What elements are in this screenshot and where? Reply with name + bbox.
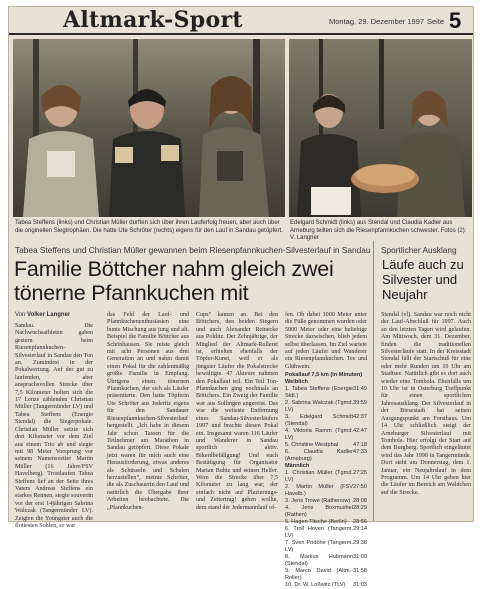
photo-caption-right: [290, 220, 472, 243]
result-row: [285, 505, 367, 519]
sidebar-headline: Läufe auch zu Silvester und Neujahr: [382, 257, 464, 302]
result-row: [285, 554, 367, 568]
newspaper-page: [8, 6, 474, 589]
article-column-4: [285, 312, 367, 589]
result-row: [285, 540, 367, 554]
byline: [15, 312, 70, 318]
article-column-1: [15, 323, 93, 529]
result-time: 28:08: [353, 498, 367, 505]
result-row: [285, 386, 367, 400]
sidebar-kicker: Sportlicher Ausklang: [381, 245, 457, 255]
result-time: 29:14: [353, 526, 367, 533]
page-number: 5: [449, 8, 462, 33]
page-header: [9, 7, 473, 35]
result-name: 2. Martin Müller (FSV Havelb.): [285, 484, 353, 498]
result-row: [285, 582, 367, 589]
result-name: 1. Tabea Steffens (Energie Stdl.): [285, 386, 353, 400]
photo-pfannkuchen: [289, 39, 472, 217]
result-name: 4. Viktoria Ramm (Tgmd. LV): [285, 428, 353, 442]
result-row: [285, 498, 367, 505]
article-headline: Familie Böttcher nahm gleich zwei tönerne Pfannkuchen mit: [14, 257, 334, 305]
result-name: 5. Christine Westphal: [285, 442, 339, 449]
result-row: [285, 428, 367, 442]
result-time: 31:09: [353, 554, 367, 561]
page-label: Seite: [427, 17, 445, 26]
result-time: 47:33: [353, 449, 367, 456]
issue-date: Montag, 29. Dezember 1997: [329, 17, 425, 26]
result-name: 5. Hagen Titsche (Berlin): [285, 519, 347, 526]
result-name: 10. Dr. W. Loßwitz (TLV): [285, 582, 346, 589]
result-row: [285, 484, 367, 498]
result-name: 3. Edelgard Schmidt (Stendal): [285, 414, 353, 428]
article-column-2: [107, 312, 189, 519]
result-name: 6. Troll Hoven (Tangerm. LV): [285, 526, 353, 540]
result-row: [285, 449, 367, 463]
sidebar-column: [381, 312, 471, 519]
byline-author: Volker Langner: [27, 312, 71, 318]
result-time: 31:49: [353, 386, 367, 393]
sidebar-text: Stendal (vl). Sandau war noch nicht der Lauf-Abschluß für 1997. Auch an den letzten Tagen wird gelaufen. Am Mittwoch, dem 31. Dezember, finden die traditionellen Silvesterläufe statt. In der Kreisstadt Stendal fällt der Startschuß für eine oder mehr Runden um 10 Uhr am Stadtsee. Natürlich gibt es dort auch wieder eine Tombola. Ebenfalls um 10 Uhr ist in Osterburg Treffpunkt für einen sportlichen Jahresausklang. Der Silvesterlauf in der Biesestadt hat seinen Ausgangspunkt am Forsthaus. Um 14 Uhr schließlich steigt der Arneburger Silvesterlauf mit Tombola. Hier erfolgt der Start auf dem Burgberg. Sportlich eingeläutet wird das Jahr 1998 in Tangermünde. Dort steht am Donnerstag, dem 1. Januar, ein Neujahrslauf in dem Programm. Um 14 Uhr geben hier die Läufer im Bereich am Waldchen auf die Strecke.: [381, 312, 471, 496]
result-row: [285, 414, 367, 428]
column-divider: [373, 241, 374, 521]
result-time: 47:18: [353, 442, 367, 449]
result-time: 42:47: [353, 428, 367, 435]
result-row: [285, 442, 367, 449]
photo-credit: Fotos (2): V. Langner: [290, 227, 467, 241]
result-row: [285, 470, 367, 484]
section-title: Altmark-Sport: [63, 7, 243, 33]
result-name: 8. Markus Hubmann (Stendal): [285, 554, 353, 568]
article-text: Sandau. Die Nachwuchsathleten gaben gestern beim Riesenpfannkuchen-Silvesterlauf in Sandau den Ton an. Zumindest in der Pokalwertung. Auf der gut zu laufenden, aber anspruchsvollen Strecke über 7,5 Kilometer holten sich die 17 Lenze zählenden Christian Müller (Tangermünder LV) und Tabea Steffens (Energie Stendal) die Siegerpokale. Christian Müller setzte sich drei Kilometer vor dem Ziel aus einem Trio ab und siegte mit 98 Meter Vorsprung vor seinem Namensvetter Martin Müller (16 Jahre/FSV Havelberg). Trostlaufen Tabea Steffens lief an der Seite ihres Vaters Andreas Steffens ein starkes Rennen, siegte souverän vor der erst 14jährigen Sabrina Walczak (Tangermünder LV). Zeigten die Youngster auch die flottesten Sohlen, so war: [15, 323, 93, 529]
result-row: [285, 400, 367, 414]
result-row: [285, 519, 367, 526]
results-male-list: [285, 470, 367, 589]
result-row: [285, 526, 367, 540]
article-kicker: Tabea Steffens und Christian Müller gewannen beim Riesenpfannkuchen-Silvesterlauf in Sandau: [15, 245, 371, 255]
results-title: Pokallauf 7,5 km (in Minuten): [285, 372, 363, 379]
byline-prefix: Von: [15, 312, 26, 318]
article-text: fen. Ob dabei 1000 Meter unter die Füße genommen wurden oder 5000 Meter oder eine beliebige Strecke dazwischen, blieb jedem selbst überlassen. Im Ziel wartete auf jeden Läufer und Wanderer ein Riesenpfannkuchen. Tee und Glühwein.: [285, 312, 367, 370]
result-name: 4. Jens Boxmushel (Rathen): [285, 505, 353, 519]
result-name: 7. Sven Pridöhe (Tangerm. LV): [285, 540, 353, 554]
results-box: [285, 372, 367, 589]
results-female-list: [285, 386, 367, 463]
result-name: 3. Jens Trowe (Rathenow): [285, 498, 351, 505]
result-time: 29:38: [353, 540, 367, 547]
result-time: 27:50: [353, 484, 367, 491]
photo-winners: [13, 39, 285, 217]
photo-caption-text: Edelgard Schmidt (links) aus Stendal und Claudia Kadler aus Arneburg teilten sich die Riesenpfannkuchen schwester.: [290, 220, 453, 234]
result-time: 31:03: [353, 582, 367, 589]
result-time: 28:56: [353, 519, 367, 526]
result-name: 6. Claudia Kadler (Arneburg): [285, 449, 353, 463]
result-row: [285, 568, 367, 582]
result-time: 27:25: [353, 470, 367, 477]
result-time: 42:37: [353, 414, 367, 421]
result-name: 2. Sabrina Walczak (Tgmd. LV): [285, 400, 353, 414]
result-name: 9. Marco David (Altm.-Roller): [285, 568, 353, 582]
result-time: 31:58: [353, 568, 367, 575]
article-text: das Feld der Lauf- und Pfannkuchenenthusiasten eine bunte Mischung aus jung und alt. Beispiel die Familie Böttcher aus Schönhausen. Sie reiste gleich mit acht Personen aus drei Generation an und nahm damit einen Pokal für die zahlenmäßig größte Familie in Empfang. Übrigens einen tönernen Pfannkuchen, der sich als Läufer präsentierte. Den hatte Töpferin Ute Schröter aus Jederitz eigens für den Sandauer Riesenpfannkuchen-Silvesterlauf hergestellt. „Ich habe in diesem Jahr schon Tassen für die Teilnehmer am Marathon in Sandau getöpfert. Diese Pokale jetzt waren für mich auch eine Herausforderung, etwas anderes als Schüsseln und Schalen herzustellen“, meinte Schröter, die als Zuschauerin den Lauf und natürlich die Übergabe ihrer Arbeiten beobachtete. Die „Pfannkuchen-: [107, 312, 189, 511]
results-female-label: Weiblich: [285, 379, 308, 386]
result-time: 39:59: [353, 400, 367, 407]
photo-caption-left: Tabea Steffens (links) und Christian Müller durften sich über ihren Lauferfolg freuen, aber auch über die originellen Siegtrophäen. Die hatte Ute Schröter (rechts) eigens für den Lauf in Sandau getöpfert.: [15, 220, 283, 234]
results-male-label: Männlich: [285, 463, 310, 470]
result-name: 1. Christian Müller (Tgmd. LV): [285, 470, 353, 484]
result-time: 28:29: [353, 505, 367, 512]
article-text: Cups“ kamen an. Bei den Böttchers, den beiden Siegern und auch Alexander Reinecke aus Polditz. Der Zehnjährige, der Mitglied der Altmark-Rolleret ist, erhielten ebenfalls der Töpfer-Kunst, weil er als jüngster Läufer die Pokalstrecke bewältigte. 47 Akteure nahmen den Pokallauf teil. Ein Teil Ton-Pfannkuchen ging nochmals an Böttchers. Ein Zweig der Familie war aus Sollingen angereist. Das war die weiteste Entfernung eines Sandau-Silvesterläufers 1997 und brachte diesen Pokal ein. Insgesamt waren 116 Läufer und Wanderer in Sandau sportlich aktiv. Bikerdbefällgung! Und euch Bestätigung für Organisator Marian Buhtz und seinen Helfer. Wem die Strecke über 7,5 Kilometer zu lang war, der einfach nicht auf Plazierungs- und Zeitertrag! gehen wollte, dem stand der Jedermannlauf of-: [196, 312, 278, 511]
article-column-3: [196, 312, 278, 519]
